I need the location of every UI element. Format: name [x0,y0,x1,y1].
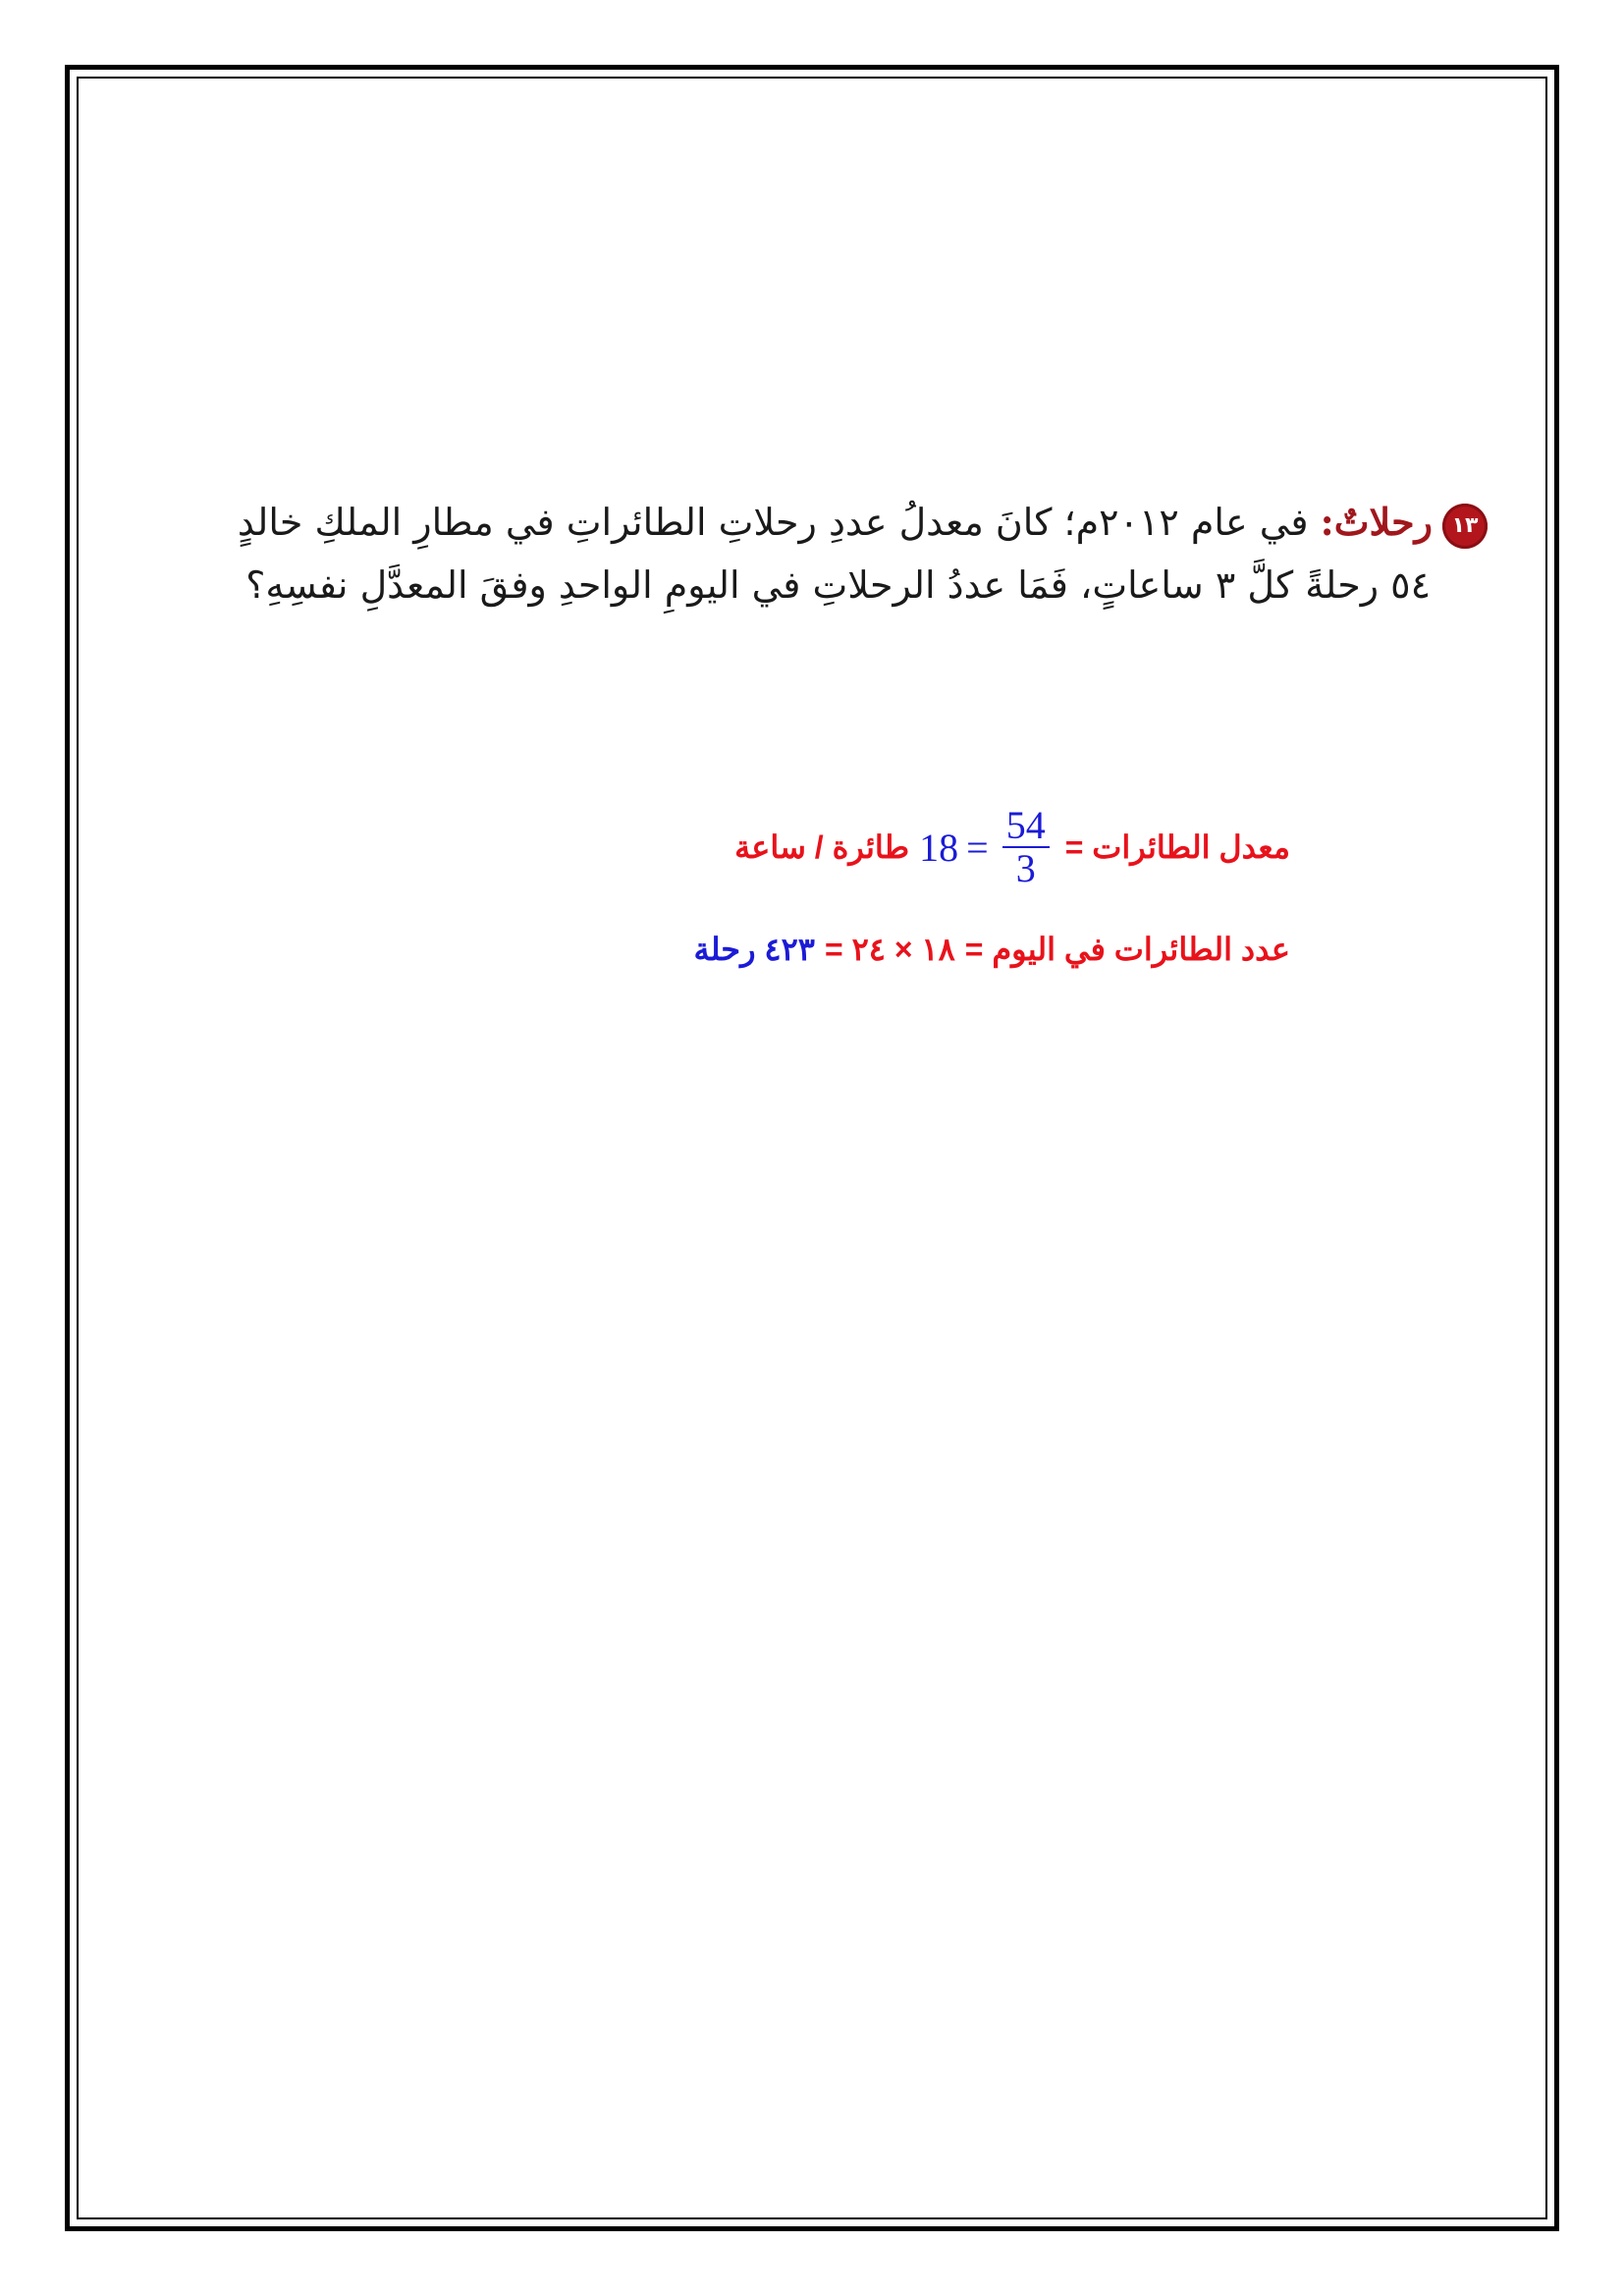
problem-text-line-2: ٥٤ رحلةً كلَّ ٣ ساعاتٍ، فَمَا عددُ الرحلاتِ في اليومِ الواحدِ وفقَ المعدَّلِ نفسِهِ؟ [245,563,1431,607]
rate-equals-sign: = [966,825,989,870]
rate-fraction [1002,805,1050,889]
solution-line-rate [734,803,1290,891]
page-border-inner [77,77,1547,2219]
rate-unit: طائرة / ساعة [734,829,910,865]
daily-expression: ١٨ × ٢٤ = [824,932,955,967]
solution-line-daily [694,931,1290,968]
fraction-denominator: 3 [1015,846,1036,890]
daily-result: ٤٢٣ رحلة [693,932,815,967]
problem-keyword: رحلاتٌ: [1320,500,1433,544]
daily-label: عدد الطائرات في اليوم = [964,932,1290,967]
rate-result: 18 [919,825,959,870]
rate-equation [919,805,1056,889]
fraction-numerator: 54 [1002,805,1050,848]
problem-text-line-1: في عام ٢٠١٢م؛ كانَ معدلُ عددِ رحلاتِ الطائراتِ في مطارِ الملكِ خالدٍ [237,501,1309,544]
problem-line-1 [118,491,1488,554]
rate-label: معدل الطائرات = [1064,829,1290,865]
problem-statement [118,491,1488,616]
problem-number-badge: ١٣ [1442,504,1488,549]
